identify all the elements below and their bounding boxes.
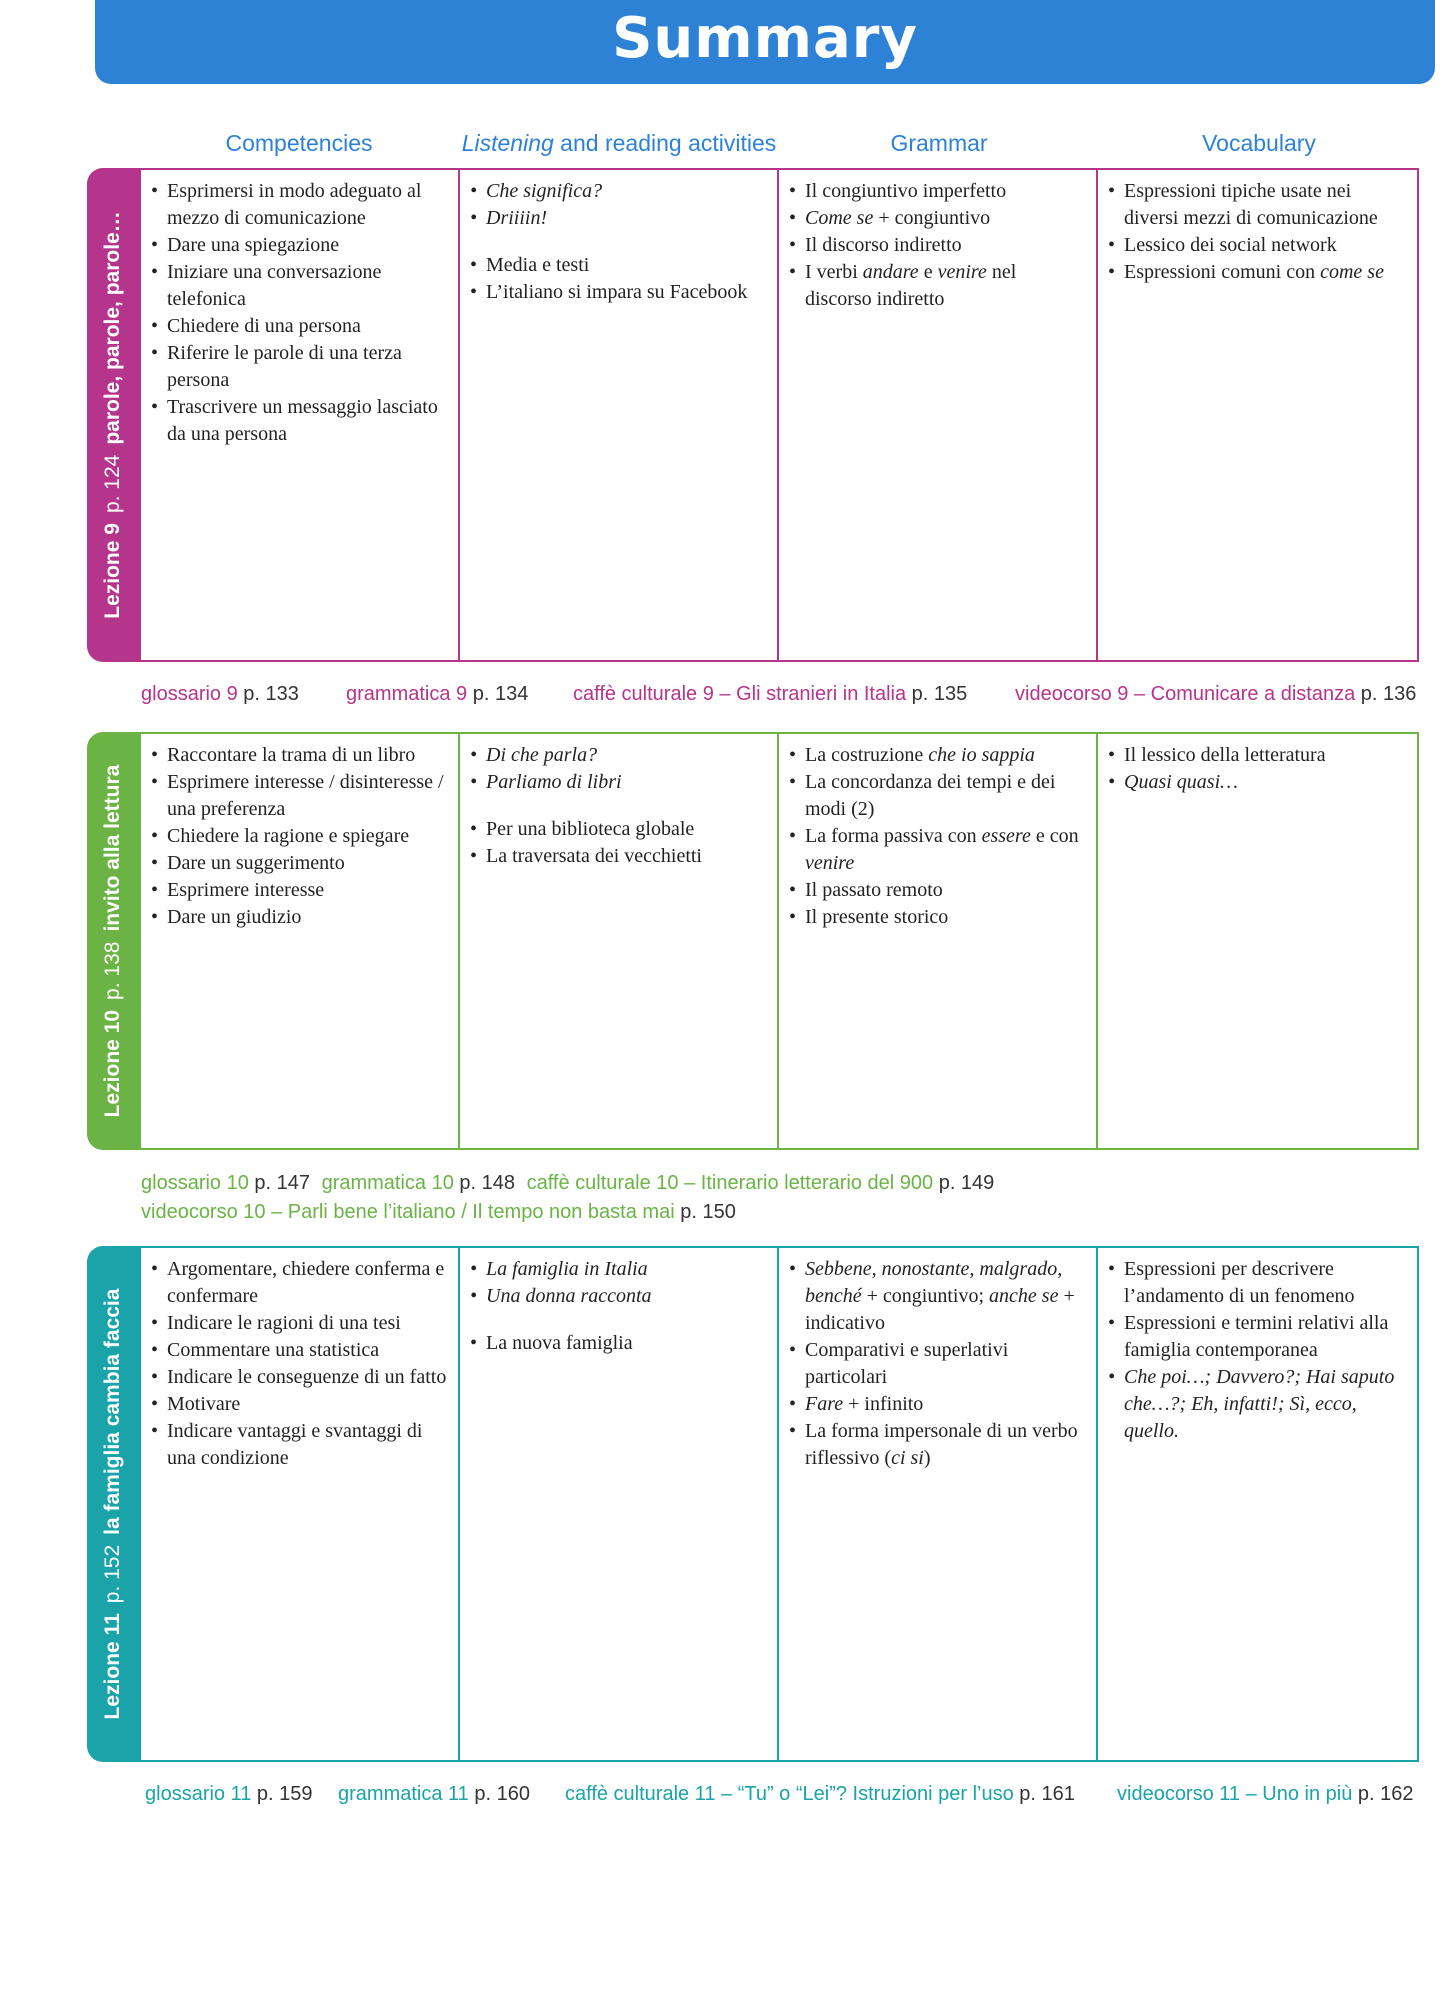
list-item: • Espressioni comuni con come se <box>1108 259 1407 286</box>
lesson-9-vocabulary <box>1098 170 1417 660</box>
list-item: • Dare una spiegazione <box>151 232 448 259</box>
list-item: • Argomentare, chiedere conferma e confermare <box>151 1256 448 1310</box>
glossario-link[interactable]: glossario 10 <box>141 1172 249 1194</box>
list-item: • Fare + infinito <box>789 1391 1086 1418</box>
list-item: • Una donna racconta <box>470 1283 767 1310</box>
summary-banner <box>95 0 1435 84</box>
lesson-10-label: Lezione 10p. 138invito alla lettura <box>101 764 124 1118</box>
lesson-10-footer-line-2: videocorso 10 – Parli bene l’italiano / Il tempo non basta mai p. 150 <box>141 1201 736 1223</box>
list-item: • La famiglia in Italia <box>470 1256 767 1283</box>
list-item: • La traversata dei vecchietti <box>470 843 767 870</box>
lesson-10-activities <box>460 734 779 1148</box>
list-item: • Indicare le ragioni di una tesi <box>151 1310 448 1337</box>
grammatica-ref: grammatica 11 p. 160 <box>338 1783 530 1805</box>
lesson-11-block <box>87 1246 1419 1762</box>
column-header-grammar: Grammar <box>890 130 988 156</box>
grammatica-link[interactable]: grammatica 9 <box>346 683 468 705</box>
lesson-9-footer: glossario 9 p. 133 <box>141 683 299 705</box>
list-item: • Il discorso indiretto <box>789 232 1086 259</box>
lesson-10-grammar <box>779 734 1098 1148</box>
lesson-11-activities <box>460 1248 779 1760</box>
list-item: • Che significa? <box>470 178 767 205</box>
list-item: • Esprimere interesse / disinteresse / una preferenza <box>151 769 448 823</box>
lesson-10-block <box>87 732 1419 1150</box>
list-item: • Il presente storico <box>789 904 1086 931</box>
lesson-11-grammar <box>779 1248 1098 1760</box>
videocorso-link[interactable]: videocorso 10 – Parli bene l’italiano / Il tempo non basta mai <box>141 1201 675 1223</box>
lesson-10-footer-line-1: glossario 10 p. 147 grammatica 10 p. 148 caffè culturale 10 – Itinerario letterario del 900 p. 149 <box>141 1172 995 1194</box>
list-item: • Indicare vantaggi e svantaggi di una condizione <box>151 1418 448 1472</box>
lesson-11-vocabulary <box>1098 1248 1417 1760</box>
caffe-culturale-link[interactable]: caffè culturale 10 – Itinerario letterario del 900 <box>526 1172 934 1194</box>
list-item: • La costruzione che io sappia <box>789 742 1086 769</box>
list-item: • Dare un suggerimento <box>151 850 448 877</box>
list-item: • Dare un giudizio <box>151 904 448 931</box>
videocorso-ref: videocorso 11 – Uno in più p. 162 <box>1117 1783 1414 1805</box>
caffe-ref: caffè culturale 11 – “Tu” o “Lei”? Istruzioni per l’uso p. 161 <box>565 1783 1075 1805</box>
caffe-ref: caffè culturale 9 – Gli stranieri in Italia p. 135 <box>573 683 968 705</box>
list-item: • Il lessico della letteratura <box>1108 742 1407 769</box>
list-item: • Come se + congiuntivo <box>789 205 1086 232</box>
videocorso-link[interactable]: videocorso 9 – Comunicare a distanza <box>1015 683 1356 705</box>
list-item: • Chiedere di una persona <box>151 313 448 340</box>
caffe-culturale-link[interactable]: caffè culturale 11 – “Tu” o “Lei”? Istruzioni per l’uso <box>565 1783 1014 1805</box>
list-item: • Parliamo di libri <box>470 769 767 796</box>
list-item: • La nuova famiglia <box>470 1330 767 1357</box>
list-item: • Iniziare una conversazione telefonica <box>151 259 448 313</box>
lesson-11-side-tab <box>87 1246 139 1762</box>
glossario-ref: glossario 11 p. 159 <box>145 1783 313 1805</box>
list-item: • Motivare <box>151 1391 448 1418</box>
lesson-9-side-tab <box>87 168 139 662</box>
list-item: • Media e testi <box>470 252 767 279</box>
grammatica-link[interactable]: grammatica 10 <box>321 1172 454 1194</box>
lesson-9-competencies <box>141 170 460 660</box>
list-item: • Riferire le parole di una terza persona <box>151 340 448 394</box>
lesson-9-grid <box>139 168 1419 662</box>
list-item: • Lessico dei social network <box>1108 232 1407 259</box>
list-item: • Indicare le conseguenze di un fatto <box>151 1364 448 1391</box>
list-item: • Chiedere la ragione e spiegare <box>151 823 448 850</box>
list-item: • Che poi…; Davvero?; Hai saputo che…?; Eh, infatti!; Sì, ecco, quello. <box>1108 1364 1407 1445</box>
list-item: • Quasi quasi… <box>1108 769 1407 796</box>
list-item: • La forma passiva con essere e con venire <box>789 823 1086 877</box>
list-item: • Per una biblioteca globale <box>470 816 767 843</box>
lesson-10-vocabulary <box>1098 734 1417 1148</box>
lesson-10-side-tab <box>87 732 139 1150</box>
list-item: • Espressioni per descrivere l’andamento di un fenomeno <box>1108 1256 1407 1310</box>
lesson-9-block <box>87 168 1419 662</box>
lesson-11-grid <box>139 1246 1419 1762</box>
list-item: • Raccontare la trama di un libro <box>151 742 448 769</box>
page-title: Summary <box>612 6 918 71</box>
grammatica-ref: grammatica 9 p. 134 <box>346 683 529 705</box>
lesson-10-grid <box>139 732 1419 1150</box>
column-header-vocabulary: Vocabulary <box>1202 130 1316 156</box>
lesson-9-grammar <box>779 170 1098 660</box>
lesson-9-activities <box>460 170 779 660</box>
list-item: • I verbi andare e venire nel discorso indiretto <box>789 259 1086 313</box>
list-item: • Esprimere interesse <box>151 877 448 904</box>
grammatica-link[interactable]: grammatica 11 <box>338 1783 469 1805</box>
lesson-11-competencies <box>141 1248 460 1760</box>
list-item: • Espressioni tipiche usate nei diversi mezzi di comunicazione <box>1108 178 1407 232</box>
list-item: • Il congiuntivo imperfetto <box>789 178 1086 205</box>
list-item: • Il passato remoto <box>789 877 1086 904</box>
list-item: • Trascrivere un messaggio lasciato da una persona <box>151 394 448 448</box>
caffe-culturale-link[interactable]: caffè culturale 9 – Gli stranieri in Italia <box>573 683 907 705</box>
videocorso-link[interactable]: videocorso 11 – Uno in più <box>1117 1783 1353 1805</box>
glossario-link[interactable]: glossario 11 <box>145 1783 252 1805</box>
lesson-9-label: Lezione 9p. 124parole, parole, parole… <box>101 211 124 619</box>
list-item: • Espressioni e termini relativi alla famiglia contemporanea <box>1108 1310 1407 1364</box>
list-item: • Comparativi e superlativi particolari <box>789 1337 1086 1391</box>
videocorso-ref: videocorso 9 – Comunicare a distanza p. 136 <box>1015 683 1417 705</box>
column-header-competencies: Competencies <box>225 130 373 156</box>
list-item: • Driiiin! <box>470 205 767 232</box>
list-item: • La forma impersonale di un verbo riflessivo (ci si) <box>789 1418 1086 1472</box>
lesson-11-label: Lezione 11p. 152la famiglia cambia faccia <box>101 1288 124 1720</box>
list-item: • Sebbene, nonostante, malgrado, benché + congiuntivo; anche se + indicativo <box>789 1256 1086 1337</box>
list-item: • Esprimersi in modo adeguato al mezzo di comunicazione <box>151 178 448 232</box>
glossario-link[interactable]: glossario 9 <box>141 683 238 705</box>
list-item: • La concordanza dei tempi e dei modi (2) <box>789 769 1086 823</box>
list-item: • Commentare una statistica <box>151 1337 448 1364</box>
lesson-10-competencies <box>141 734 460 1148</box>
list-item: • L’italiano si impara su Facebook <box>470 279 767 306</box>
column-header-activities: Listening and reading activities <box>461 130 777 156</box>
list-item: • Di che parla? <box>470 742 767 769</box>
